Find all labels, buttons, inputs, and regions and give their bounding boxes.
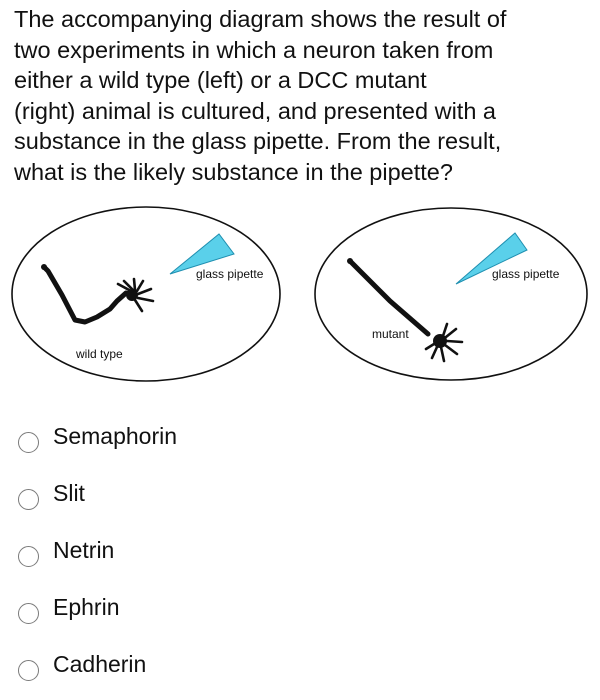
question-line: what is the likely substance in the pipette?	[14, 158, 453, 185]
option-label: Slit	[53, 480, 85, 506]
question-line: (right) animal is cultured, and presented with a	[14, 97, 496, 124]
radio-button[interactable]	[18, 432, 39, 453]
mutant-neuron	[347, 258, 462, 361]
radio-button[interactable]	[18, 489, 39, 510]
question-line: two experiments in which a neuron taken from	[14, 36, 494, 63]
neuron-label: mutant	[372, 327, 409, 341]
question-line: substance in the glass pipette. From the result,	[14, 128, 502, 154]
question-text	[14, 4, 589, 187]
wild-type-dish	[12, 207, 280, 381]
neuron-label: wild type	[76, 347, 123, 361]
question-line: The accompanying diagram shows the result of	[14, 6, 507, 32]
option-slit[interactable]	[18, 477, 85, 510]
radio-button[interactable]	[18, 546, 39, 567]
option-netrin[interactable]	[18, 534, 114, 567]
culture-dish-outline	[12, 207, 280, 381]
option-label: Semaphorin	[53, 423, 178, 449]
option-semaphorin[interactable]	[18, 420, 177, 453]
pipette-label: glass pipette	[492, 267, 560, 281]
pipette-label: glass pipette	[196, 267, 264, 281]
mutant-dish	[315, 208, 587, 380]
option-label: Netrin	[53, 537, 115, 563]
radio-button[interactable]	[18, 603, 39, 624]
experiment-diagram	[0, 205, 600, 410]
option-ephrin[interactable]	[18, 591, 119, 624]
wild-type-neuron	[41, 264, 153, 322]
option-label: Ephrin	[53, 594, 120, 620]
radio-button[interactable]	[18, 660, 39, 681]
question-line: either a wild type (left) or a DCC mutant	[14, 67, 427, 93]
option-cadherin[interactable]	[18, 648, 146, 681]
culture-dish-outline	[315, 208, 587, 380]
option-label: Cadherin	[53, 651, 147, 677]
